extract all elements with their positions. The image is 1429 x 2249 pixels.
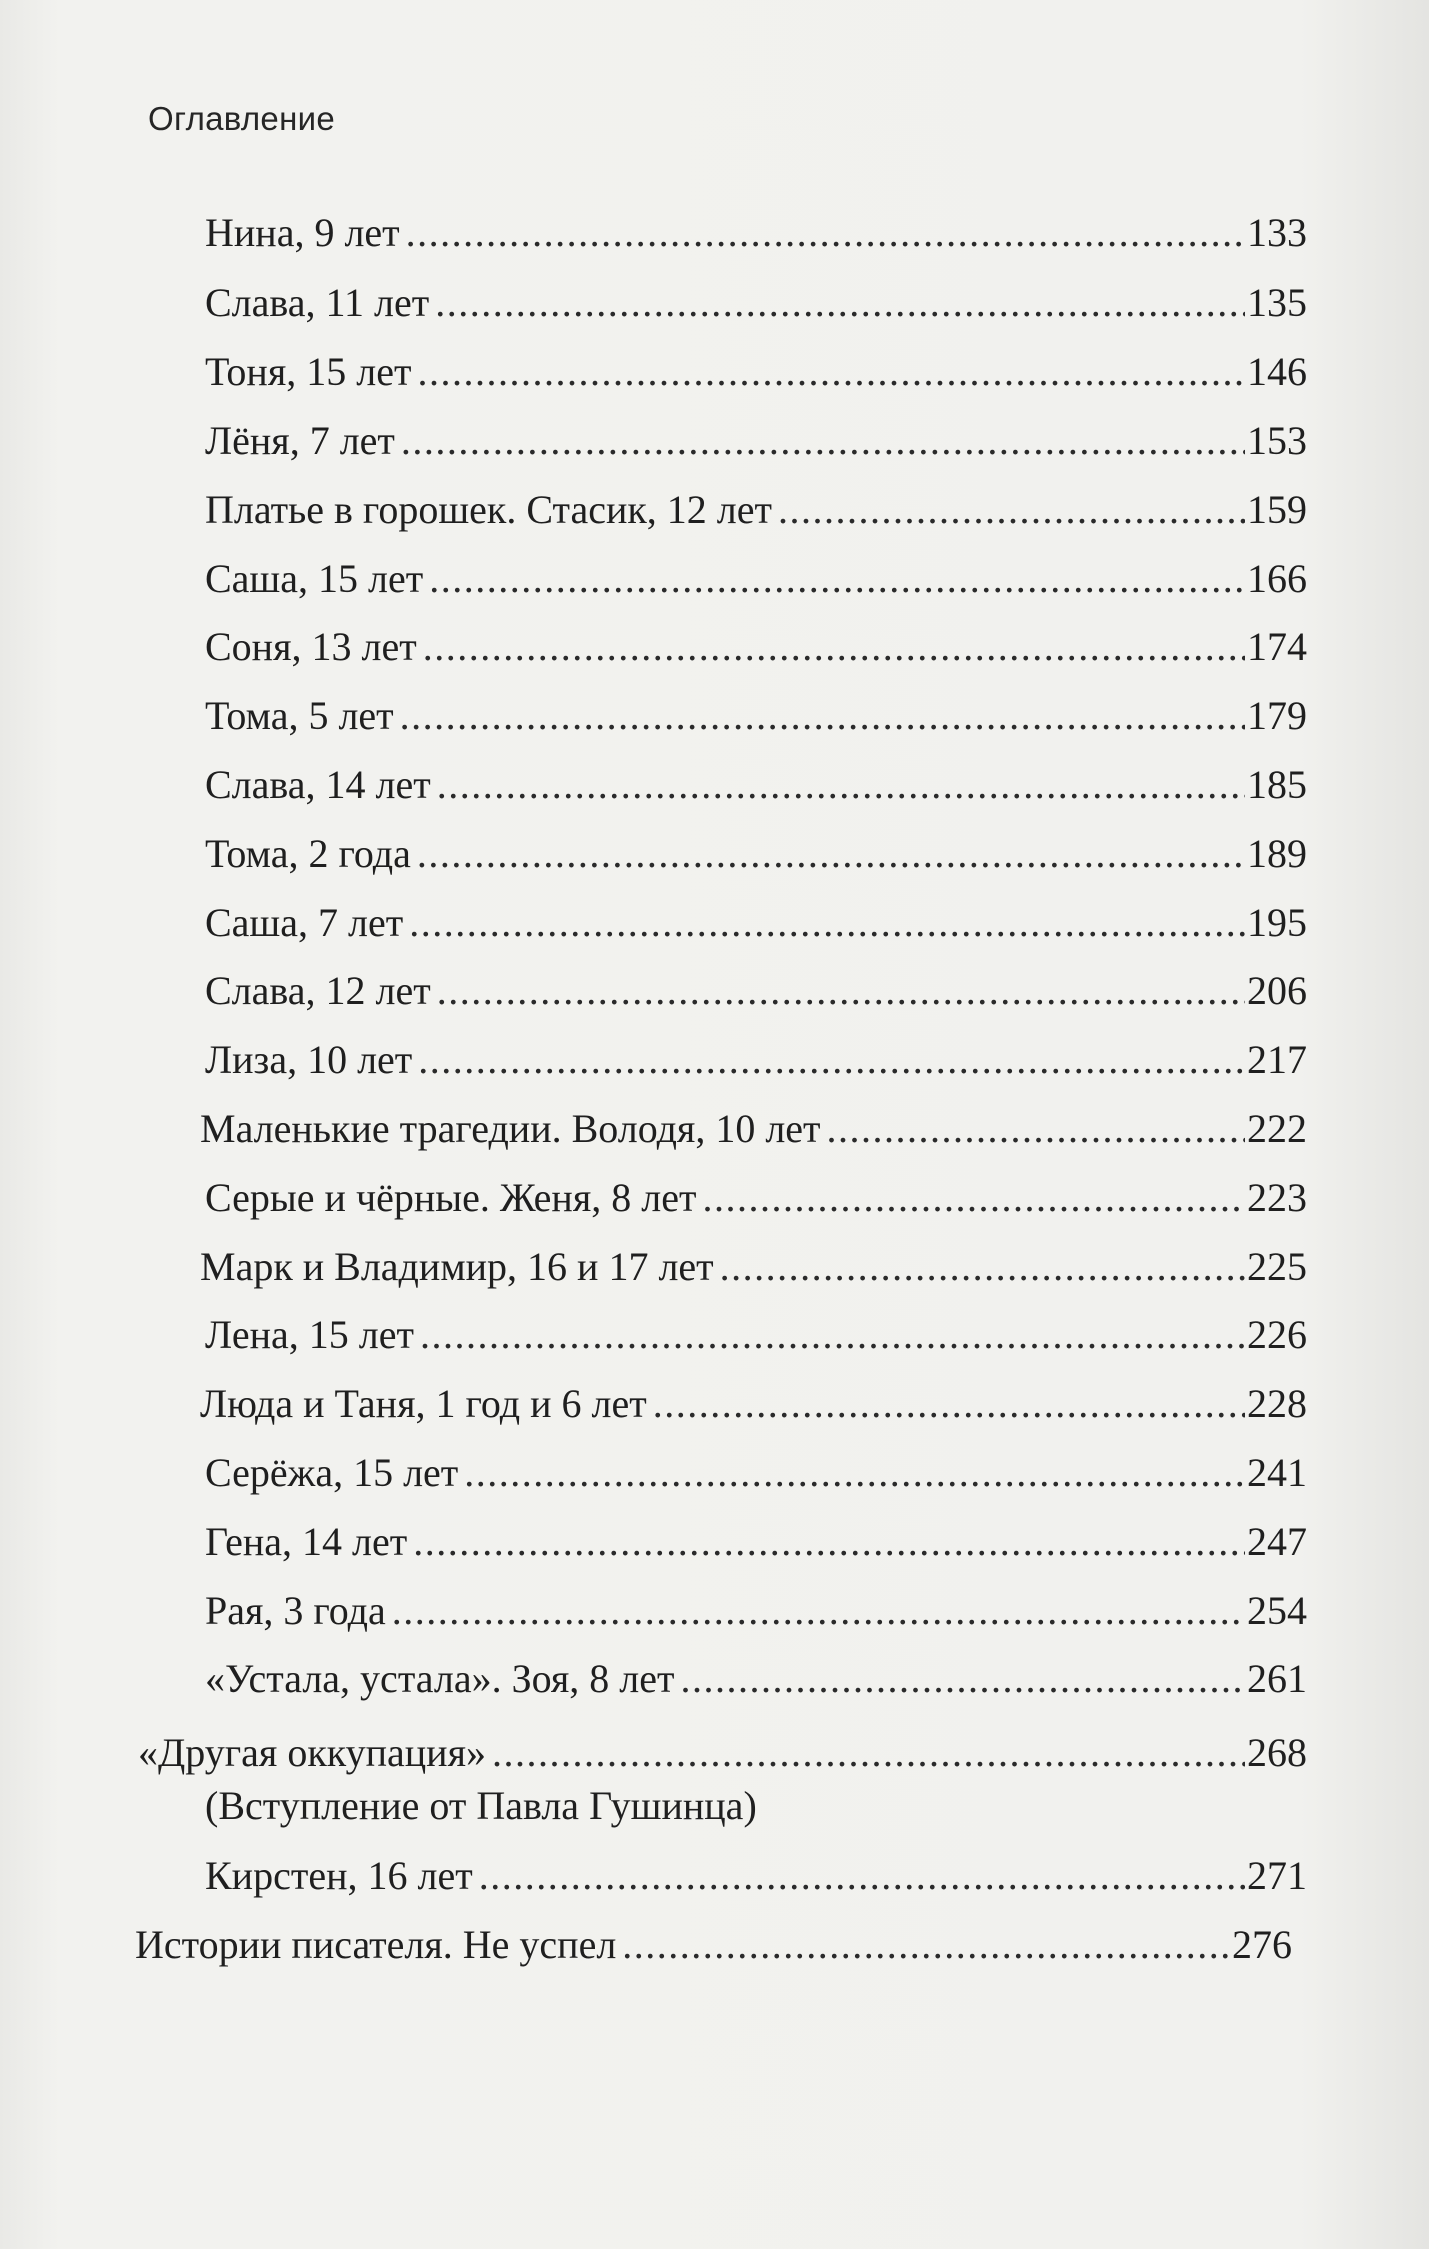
toc-entry-title: Платье в горошек. Стасик, 12 лет bbox=[205, 487, 772, 532]
toc-entry-page: 135 bbox=[1247, 280, 1307, 325]
dot-leader bbox=[409, 896, 1245, 950]
toc-entry-page: 222 bbox=[1247, 1106, 1307, 1151]
toc-closing-page: 276 bbox=[1232, 1922, 1292, 1967]
toc-entry bbox=[205, 276, 1307, 330]
dot-leader bbox=[417, 827, 1245, 881]
dot-leader bbox=[622, 1918, 1230, 1972]
toc-entry-page: 261 bbox=[1247, 1656, 1307, 1701]
toc-entry bbox=[205, 896, 1307, 950]
toc-entry bbox=[200, 1240, 1307, 1294]
toc-entry-page: 166 bbox=[1247, 556, 1307, 601]
toc-entry-page: 217 bbox=[1247, 1037, 1307, 1082]
toc-section-title: «Другая оккупация» bbox=[138, 1730, 486, 1775]
toc-entry bbox=[205, 620, 1307, 674]
dot-leader bbox=[435, 276, 1245, 330]
toc-entry-page: 241 bbox=[1247, 1450, 1307, 1495]
toc-entry-title: Серёжа, 15 лет bbox=[205, 1450, 459, 1495]
toc-entry-title: Гена, 14 лет bbox=[205, 1519, 408, 1564]
toc-entry bbox=[205, 1515, 1307, 1569]
toc-entry-page: 247 bbox=[1247, 1519, 1307, 1564]
toc-entry-title: Люда и Таня, 1 год и 6 лет bbox=[200, 1381, 647, 1426]
toc-section-entry bbox=[138, 1726, 1307, 1780]
toc-entry bbox=[205, 206, 1307, 260]
toc-entry-page: 185 bbox=[1247, 762, 1307, 807]
toc-entry bbox=[205, 345, 1307, 399]
toc-entry bbox=[205, 1584, 1307, 1638]
toc-section-page: 268 bbox=[1247, 1730, 1307, 1775]
toc-entry-title: Лена, 15 лет bbox=[205, 1312, 414, 1357]
toc-entry-title: Саша, 7 лет bbox=[205, 900, 404, 945]
toc-entry bbox=[205, 827, 1307, 881]
toc-entry bbox=[205, 1849, 1307, 1903]
toc-entry-title: Слава, 14 лет bbox=[205, 762, 431, 807]
toc-entry bbox=[205, 689, 1307, 743]
toc-entry bbox=[205, 1033, 1307, 1087]
toc-closing-title: Истории писателя. Не успел bbox=[135, 1922, 617, 1967]
dot-leader bbox=[420, 1308, 1245, 1362]
dot-leader bbox=[464, 1446, 1245, 1500]
toc-entry bbox=[205, 964, 1307, 1018]
toc-section-subtitle: (Вступление от Павла Гушинца) bbox=[205, 1783, 757, 1828]
toc-entry bbox=[205, 758, 1307, 812]
toc-entry bbox=[200, 1377, 1307, 1431]
dot-leader bbox=[423, 620, 1245, 674]
toc-entry-title: Саша, 15 лет bbox=[205, 556, 424, 601]
toc-entry-page: 226 bbox=[1247, 1312, 1307, 1357]
toc-entry-title: Лиза, 10 лет bbox=[205, 1037, 413, 1082]
dot-leader bbox=[413, 1515, 1245, 1569]
dot-leader bbox=[680, 1652, 1245, 1706]
toc-entry-page: 228 bbox=[1247, 1381, 1307, 1426]
toc-entry bbox=[205, 1171, 1307, 1225]
dot-leader bbox=[702, 1171, 1245, 1225]
toc-entry-page: 225 bbox=[1247, 1244, 1307, 1289]
dot-leader bbox=[720, 1240, 1245, 1294]
toc-entry-page: 146 bbox=[1247, 349, 1307, 394]
toc-entry-title: Соня, 13 лет bbox=[205, 624, 417, 669]
dot-leader bbox=[437, 964, 1245, 1018]
dot-leader bbox=[479, 1849, 1245, 1903]
toc-entry-title: Нина, 9 лет bbox=[205, 210, 400, 255]
toc-entry-page: 153 bbox=[1247, 418, 1307, 463]
toc-entry-page: 271 bbox=[1247, 1853, 1307, 1898]
toc-entry bbox=[205, 1446, 1307, 1500]
toc-entry bbox=[205, 414, 1307, 468]
toc-entry-title: Слава, 11 лет bbox=[205, 280, 430, 325]
dot-leader bbox=[429, 552, 1245, 606]
toc-entry-page: 206 bbox=[1247, 968, 1307, 1013]
toc-entry-title: Тома, 5 лет bbox=[205, 693, 394, 738]
toc-entry-page: 174 bbox=[1247, 624, 1307, 669]
toc-entry-page: 254 bbox=[1247, 1588, 1307, 1633]
toc-entry-title: Рая, 3 года bbox=[205, 1588, 386, 1633]
toc-entry-title: Маленькие трагедии. Володя, 10 лет bbox=[200, 1106, 821, 1151]
toc-entry-title: Тоня, 15 лет bbox=[205, 349, 412, 394]
dot-leader bbox=[653, 1377, 1245, 1431]
toc-entry bbox=[205, 1652, 1307, 1706]
toc-entry-page: 195 bbox=[1247, 900, 1307, 945]
toc-entry-title: Лёня, 7 лет bbox=[205, 418, 395, 463]
toc-entry-page: 223 bbox=[1247, 1175, 1307, 1220]
toc-entry-title: Тома, 2 года bbox=[205, 831, 411, 876]
dot-leader bbox=[827, 1102, 1245, 1156]
dot-leader bbox=[401, 414, 1245, 468]
toc-entry-title: «Устала, устала». Зоя, 8 лет bbox=[205, 1656, 675, 1701]
dot-leader bbox=[406, 206, 1245, 260]
dot-leader bbox=[492, 1726, 1245, 1780]
toc-entry-page: 179 bbox=[1247, 693, 1307, 738]
toc-entry bbox=[200, 1102, 1307, 1156]
running-header: Оглавление bbox=[148, 100, 335, 137]
toc-entry-title: Серые и чёрные. Женя, 8 лет bbox=[205, 1175, 697, 1220]
toc-entry-page: 159 bbox=[1247, 487, 1307, 532]
dot-leader bbox=[418, 1033, 1245, 1087]
toc-entry bbox=[205, 483, 1307, 537]
dot-leader bbox=[437, 758, 1245, 812]
toc-entry-title: Слава, 12 лет bbox=[205, 968, 431, 1013]
toc-entry-page: 189 bbox=[1247, 831, 1307, 876]
toc-entry bbox=[205, 552, 1307, 606]
dot-leader bbox=[392, 1584, 1245, 1638]
toc-entry-page: 133 bbox=[1247, 210, 1307, 255]
toc-entry bbox=[205, 1308, 1307, 1362]
dot-leader bbox=[778, 483, 1245, 537]
dot-leader bbox=[417, 345, 1245, 399]
toc-entry-title: Кирстен, 16 лет bbox=[205, 1853, 473, 1898]
dot-leader bbox=[400, 689, 1245, 743]
toc-entry-title: Марк и Владимир, 16 и 17 лет bbox=[200, 1244, 714, 1289]
toc-closing-entry bbox=[135, 1918, 1292, 1972]
